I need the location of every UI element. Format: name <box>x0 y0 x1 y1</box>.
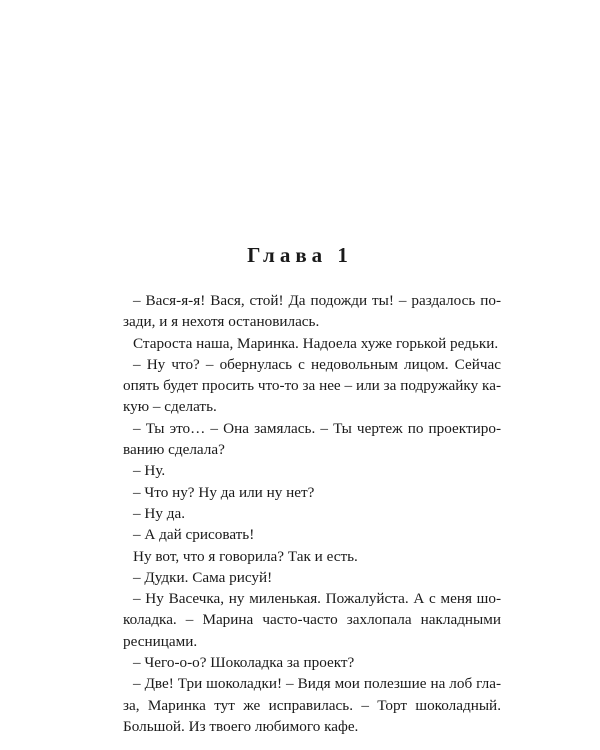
paragraph: – Вася-я-я! Вася, стой! Да подожди ты! – раздалось позади, и я нехотя остановилась. <box>123 292 501 331</box>
paragraph: – Ну что? – обернулась с недовольным лицом. Сейчас опять будет просить что-то за нее – или за подружайку какую – сделать. <box>123 355 501 416</box>
chapter-body <box>123 290 501 737</box>
paragraph: – Что ну? Ну да или ну нет? <box>133 483 315 501</box>
paragraph: Староста наша, Маринка. Надоела хуже горькой редьки. <box>133 334 499 352</box>
paragraph: – Ну да. <box>133 504 186 522</box>
paragraph: Ну вот, что я говорила? Так и есть. <box>133 547 358 565</box>
paragraph: – Две! Три шоколадки! – Видя мои полезшие на лоб глаза, Маринка тут же исправилась. – Торт шоколадный. Большой. Из твоего любимого кафе. <box>123 675 501 735</box>
paragraph: – Ты это… – Она замялась. – Ты чертеж по проектированию сделала? <box>123 419 501 459</box>
chapter-title: Глава 1 <box>247 243 353 267</box>
paragraph: – Чего-о-о? Шоколадка за проект? <box>133 654 355 672</box>
paragraph: – Ну. <box>133 462 166 480</box>
paragraph: – Дудки. Сама рисуй! <box>133 568 273 586</box>
paragraph: – А дай срисовать! <box>133 526 255 544</box>
paragraph: – Ну Васечка, ну миленькая. Пожалуйста. А с меня шоколадка. – Марина часто-часто захлопала накладными ресницами. <box>123 590 501 650</box>
